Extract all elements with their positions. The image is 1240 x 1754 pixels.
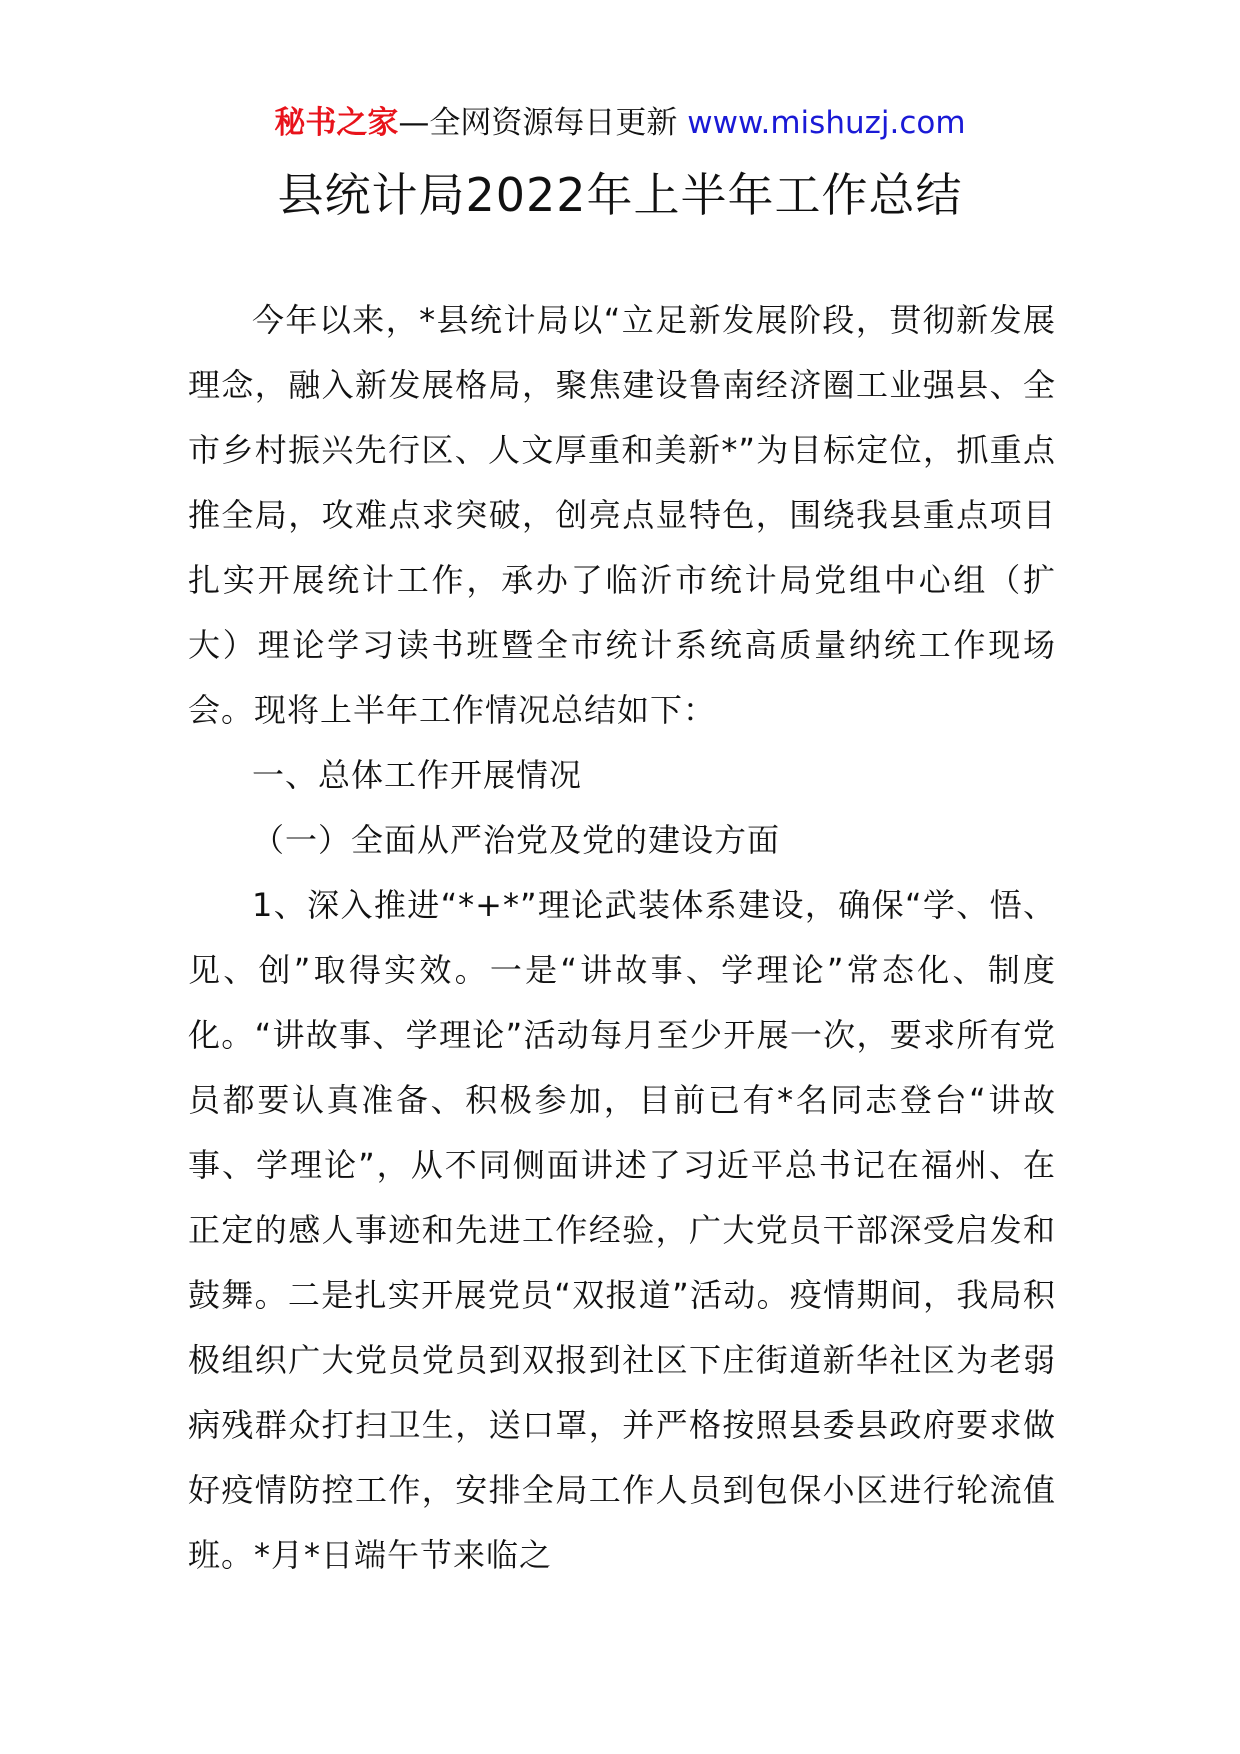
document-body [188, 288, 1056, 1588]
brand-slogan: —全网资源每日更新 [398, 105, 678, 141]
site-banner [0, 98, 1240, 148]
intro-paragraph: 今年以来，*县统计局以“立足新发展阶段，贯彻新发展理念，融入新发展格局，聚焦建设鲁南经济圈工业强县、全市乡村振兴先行区、人文厚重和美新*”为目标定位，抓重点推全局，攻难点求突破，创亮点显特色，围绕我县重点项目扎实开展统计工作，承办了临沂市统计局党组中心组（扩大）理论学习读书班暨全市统计系统高质量纳统工作现场会。现将上半年工作情况总结如下： [188, 301, 1056, 729]
site-url-link[interactable]: www.mishuzj.com [687, 105, 966, 141]
section-heading: 一、总体工作开展情况 [252, 756, 583, 794]
body-paragraph: 1、深入推进“*+*”理论武装体系建设，确保“学、悟、见、创”取得实效。一是“讲故事、学理论”常态化、制度化。“讲故事、学理论”活动每月至少开展一次，要求所有党员都要认真准备、积极参加，目前已有*名同志登台“讲故事、学理论”，从不同侧面讲述了习近平总书记在福州、在正定的感人事迹和先进工作经验，广大党员干部深受启发和鼓舞。二是扎实开展党员“双报道”活动。疫情期间，我局积极组织广大党员党员到双报到社区下庄街道新华社区为老弱病残群众打扫卫生，送口罩，并严格按照县委县政府要求做好疫情防控工作，安排全局工作人员到包保小区进行轮流值班。*月*日端午节来临之 [188, 886, 1056, 1574]
brand-name: 秘书之家 [274, 105, 399, 141]
document-title: 县统计局2022年上半年工作总结 [277, 168, 963, 222]
subsection-heading: （一）全面从严治党及党的建设方面 [252, 821, 781, 859]
